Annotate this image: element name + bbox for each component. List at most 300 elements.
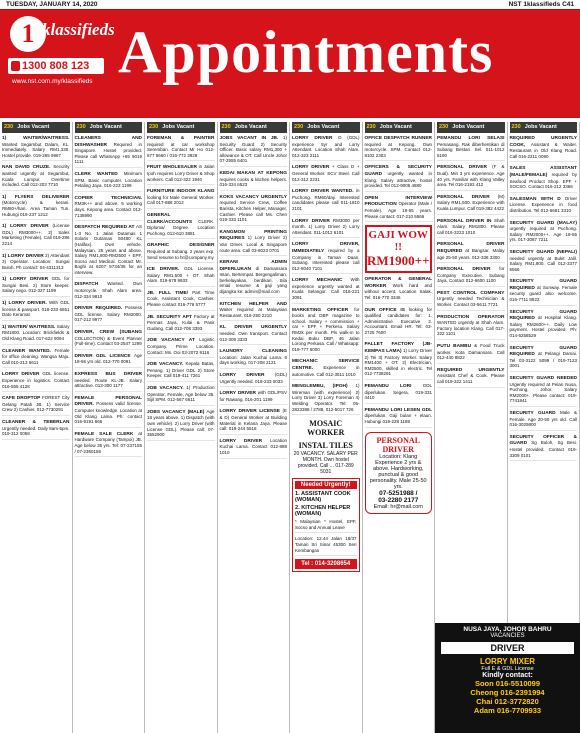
- category-header: [510, 122, 578, 133]
- ad-body: at Hospital Klang. Salary RM2600++. Daily Low payment. Hostel provided. Ph: 014-5258529: [509, 315, 577, 339]
- ad-body: in Jalan Ipoh requires Lorry Driver & Shop workers. Call 012-322 1940: [147, 164, 215, 182]
- ad-heading: LORRY DRIVER: [219, 391, 258, 397]
- ad-heading: PERSONAL DRIVER REQUIRED: [437, 242, 505, 254]
- ad-heading: LORRY DRIVER: [292, 165, 332, 171]
- ad-heading: PRODUCTION OPERATOR: [437, 314, 505, 320]
- category-header: [437, 122, 505, 133]
- ad-heading: GENERAL CLERK/ACCOUNTS: [147, 212, 199, 225]
- ad-heading: PERSONAL DRIVER: [437, 165, 493, 171]
- ad-body: needed urgently at Bukit Jalil. Salary RM1,800. Call 012-3377 5566: [509, 255, 577, 272]
- ad-heading: SALESMAN WITH D: [509, 196, 565, 202]
- ad-heading: CLERK WANTED: [74, 171, 124, 177]
- ad-body: Assistant & Waiter. Restaurant in Old Klang Road. Call 016-2211 0090: [509, 141, 577, 159]
- ad-body: Male & Female. Age 20-50 yrs old. Call 016-3029800: [509, 409, 577, 428]
- nusa-tel1: Soon 016-5510099: [474, 679, 541, 688]
- classified-ad: [220, 390, 288, 405]
- ad-body: with GDL/PSV for Rawang. 016-201 1199: [219, 390, 287, 402]
- category-label: Jobs Vacant: [17, 124, 50, 130]
- ad-heading: DISPATCH: [74, 282, 108, 288]
- classified-ad: [75, 431, 143, 457]
- category-code: 230: [4, 124, 14, 130]
- ad-body: Salary RM1800. Location: Brickfields & Old Klang Road. 017-622 9094: [2, 323, 70, 342]
- classified-ad: [220, 135, 288, 167]
- ad-heading: MENGLEMBU, (IPOH): [292, 384, 356, 390]
- classified-ad: [510, 249, 578, 275]
- needed-notes: * Malaysian * Hostel, EPF, Socso and Annual Leave: [295, 519, 357, 533]
- classified-ad: [2, 253, 70, 274]
- ad-body: (License GDL) RM3000++. 2) Sales Marketing (Female). Call 019-286 2214: [2, 223, 70, 246]
- classified-ad: [2, 276, 70, 297]
- classified-ad: [2, 135, 70, 161]
- classified-ad: [220, 324, 288, 345]
- gaji-wow-box: [365, 225, 433, 273]
- ad-heading: JOB VACANCY.: [147, 362, 186, 368]
- ad-heading: PALLET FACTORY (JB-KEMPAS LAMA): [364, 342, 432, 355]
- classified-ad: [365, 307, 433, 339]
- ad-body: CLERK. Diploma/ Degree. Location Puchong. 012-610 3881: [147, 218, 215, 236]
- personal-title: PERSONAL DRIVER: [376, 435, 421, 454]
- ad-heading: JOBS VACANT IN JB.: [219, 136, 283, 141]
- category-label: Jobs Vacant: [234, 124, 267, 130]
- ad-body: GDL diperlukan. Segera. 019-331 4410: [364, 383, 432, 401]
- classified-ad: [220, 259, 288, 298]
- category-label: Jobs Vacant: [89, 124, 122, 130]
- classified-ad: [437, 314, 505, 340]
- classified-ad: [220, 194, 288, 226]
- ad-body: RM3000 per month. 1) Lorry Driver 2) Lorry Attendant. 011-1012 6101: [292, 217, 360, 235]
- classified-ad: [510, 345, 578, 372]
- ad-heading: OFFICE DESPATCH RUNNER: [364, 136, 432, 141]
- nusa-line-4: LORRY MIXER: [479, 657, 536, 666]
- classified-ad: [75, 305, 143, 326]
- ad-heading: ICE DRIVER.: [147, 267, 184, 273]
- ad-heading: SECURITY GUARD NEEDED: [509, 376, 577, 381]
- needed-header: Needed Urgently!: [295, 481, 357, 489]
- classified-column: [363, 122, 436, 733]
- classified-ad: [437, 241, 505, 263]
- classified-ad: [147, 242, 215, 263]
- ad-body: Required at Subang. 2 years exp. Send resume to hr@company.my: [147, 248, 215, 260]
- ad-heading: LORRY DRIVER: [219, 373, 275, 378]
- ad-body: Urgently needed Technician & Worker. Contact 03-5611 7721: [437, 296, 505, 308]
- ad-heading: LAUNDRY CLEANING: [219, 349, 287, 355]
- ad-heading: COPIER TECHNICIAN.: [74, 195, 142, 201]
- ad-heading: FEMALE SALE CLERK: [74, 431, 139, 437]
- classified-ad: [220, 372, 288, 387]
- gaji-line-2: RM1900++: [367, 253, 430, 269]
- classified-ad: [292, 307, 360, 356]
- classified-ad: [220, 438, 288, 459]
- classified-ad: [292, 218, 360, 239]
- classified-ad: [75, 135, 143, 168]
- ad-heading: FEMALE PERSONAL DRIVER.: [74, 395, 142, 408]
- classified-ad: [220, 348, 288, 369]
- classified-ad: [75, 329, 143, 350]
- klassifieds-logo: [8, 16, 115, 85]
- needed-tel: Tel : 014-3208654: [295, 559, 357, 569]
- ad-body: Age 18 years above. 1) Dispatch (with own vehicle). 2) Lorry Driver (with License GDL). Please call: 07-3552900: [147, 408, 215, 438]
- ad-body: 1) Security Guard 2) Security Officer. Basic salary RM1,300 + allowance & OT. Call Uncle Johor 07-2555 6401: [219, 135, 287, 164]
- classified-ad: [365, 276, 433, 303]
- ad-heading: GRAPHIC DESIGNER: [147, 243, 215, 249]
- category-label: Jobs Vacant: [307, 124, 340, 130]
- ad-body: Location Kuchai Lama. Contact 012-888 1010: [219, 437, 287, 455]
- hotline: 1300 808 123: [8, 58, 104, 74]
- nusa-tel4: Adam 016-7709933: [473, 706, 542, 715]
- classified-ad: [147, 212, 215, 239]
- classified-ad: [75, 353, 143, 368]
- ad-body: 1) Lorry Driver 2) Tei 3) Factory Worker. Salary RM1400 + OT. 2) Electrician, RM2500, skilled in electric. Tel 012-7738291: [364, 348, 432, 377]
- ad-heading: KOKS VACANCY URGENTLY: [219, 194, 287, 200]
- classified-ad: [2, 164, 70, 190]
- ad-body: Waiter required at Malaysian Restaurant. 016-250 2210: [219, 307, 287, 318]
- ad-heading: PERSONAL DRIVER IN: [437, 218, 494, 224]
- ad-heading: LORRY DRIVER: [2, 372, 43, 378]
- nusa-tel2: Cheong 016-2391994: [470, 688, 545, 697]
- ad-body: (Motorcycle) & kerani. RM60+/hari. Area Taman Tun. Hubungi 019-237 1212: [2, 200, 70, 217]
- ad-body: GDL License. Salary RM1,500 + OT. Shah Alam. 019-678 9933: [147, 266, 215, 284]
- ad-heading: 1) WAITER/WAITRESS.: [2, 136, 70, 141]
- classified-ad: [437, 290, 505, 311]
- ad-heading: DRIVER, CREW (SUBANG: [74, 330, 142, 336]
- classified-ad: [365, 341, 433, 380]
- ad-body: Pemasang. Rak diberhentikan di Subang Bestari. Sel. 011-1012 6190: [437, 141, 505, 158]
- ad-body: in Puchong. RM60/day. Interested candidates please call 011-1810 2101: [292, 188, 360, 211]
- ad-heading: 1) LORRY DRIVER: [2, 224, 53, 230]
- classified-column: [0, 122, 73, 733]
- ad-body: Urgently required at Pelan Nusa, Puchong, Johor. Salary RM2000+. Please contact: 019-7741841: [509, 381, 577, 404]
- classified-ad: [147, 314, 215, 335]
- classified-ad: [147, 409, 215, 441]
- ad-heading: PEMANDU LORI LESEN GDL: [364, 407, 432, 413]
- classified-ad: [75, 395, 143, 428]
- classified-ad: [147, 361, 215, 382]
- ad-body: Wanted. Own motorcycle. Shah Alam area. 012-334 9810: [74, 281, 142, 299]
- classified-ad: [437, 218, 505, 239]
- ad-body: at Pelangi Damai. Tel 03-3122 5099 / 019-7123 3001: [509, 351, 577, 369]
- category-code: 230: [439, 124, 449, 130]
- ad-body: required at car workshop Seremban. Contact Mr Ho 012-677 5660 / 016-772 3928: [147, 141, 215, 158]
- classified-ad: [2, 395, 70, 416]
- classified-ad: [292, 135, 360, 161]
- classified-ad: [510, 410, 578, 431]
- ad-heading: FURNITURE INDOOR KLANG: [147, 189, 215, 195]
- ad-heading: 1) WAITER/ WAITRESS.: [2, 324, 57, 330]
- ad-body: needed. Route KL-JB. Salary attractive. 013-300 1177: [74, 377, 142, 389]
- classified-ad: [147, 266, 215, 287]
- personal-driver-box: [365, 432, 433, 514]
- needed-location: Location: 12.44 Jalan 18/37 Taman Sri Sinar 45300 Seri Kembangan: [295, 536, 357, 556]
- ad-heading: CAFE DROPTOP: [2, 396, 42, 402]
- ad-heading: PEST CONTROL COMPANY: [437, 290, 505, 296]
- ad-body: at Hardware Company (Tampoi) JB. Age below 35 yrs. Tel: 07-237155 / 07-2360155: [74, 430, 142, 454]
- ad-body: Security wanted urgently at Segambut, Kuala Lumpur. Overtime included. Call 012-203 7710: [2, 164, 70, 188]
- ad-body: urgently wanted in Klang. Salary attractive, hostel provided. Tel 012-9005 4880: [364, 170, 432, 189]
- ad-body: GDL for Sungai Besi. 2) Store keeper. Salary nego. 012-327 1199: [2, 276, 70, 294]
- ad-body: (F & Dual). Min 3 yrs experience. Age 40 yrs. Familiar with Klang Valley area. Tel 016-2193 412: [437, 164, 505, 188]
- nusa-line-3: DRIVER: [441, 642, 574, 654]
- classified-ad: [75, 371, 143, 392]
- ad-heading: SECURITY GUARD (NEPALI): [509, 249, 577, 255]
- ad-body: needed. Own transport. Contact 012-309 3333: [219, 331, 287, 342]
- issue-date: TUESDAY, JANUARY 14, 2020: [6, 1, 98, 8]
- ad-body: Shah Alam. Salary RM1800. Please call 016-3223 1010: [437, 217, 505, 235]
- personal-location: Location: Klang: [379, 453, 418, 460]
- ad-heading: CLEANERS AND DISHWASHER: [74, 136, 142, 148]
- category-code: 230: [366, 124, 376, 130]
- ad-heading: DRIVER REQUIRED.: [74, 306, 125, 312]
- ad-body: at Bangsar. Malay age 25-50 years. 012-338 3300: [437, 247, 505, 260]
- classified-ad: [510, 135, 578, 162]
- ad-heading: SECURITY GUARD REQUIRED: [509, 309, 577, 322]
- ad-heading: JB. FULL TIME/: [147, 290, 193, 296]
- classified-ad: [510, 220, 578, 246]
- ad-body: 2) Attendant 3) Operator. Location: Sungai Buloh. Ph contact: 04-4311313: [2, 252, 70, 270]
- ad-heading: MECHANIC SERVICE CENTRE.: [292, 359, 360, 371]
- ad-body: urgently required at Puchong. Salary RM2000++. Age 18-55 yrs. 017-3087 7211: [509, 226, 577, 243]
- website-url: www.nst.com.my/klassifieds: [12, 78, 93, 85]
- ad-body: Work hard and without accent. Location Salak. Tel: 016-770 3346: [364, 282, 433, 300]
- ad-body: Female for office cleaning. Wangsa Maju. Call 010-213 6611: [2, 347, 70, 365]
- ad-body: Experience in automotive. Call 012-3511 1010: [292, 365, 360, 377]
- mosaic-title-2: INSTAL TILES: [298, 441, 353, 451]
- ad-heading: FRUIT WHOLESALER: [147, 165, 199, 171]
- nusa-line-6: Kindly contact:: [482, 672, 533, 679]
- classified-ad: [292, 164, 360, 185]
- ad-heading: LORRY DRIVER: [219, 438, 270, 444]
- category-label: Jobs Vacant: [162, 124, 195, 130]
- classified-ad: [437, 194, 505, 215]
- ad-heading: CLEANER WANTED.: [2, 348, 55, 354]
- ad-heading: KITCHEN HELPER AND: [219, 301, 287, 307]
- ad-heading: PEMANDU LORI SELASI: [437, 136, 505, 141]
- classified-ad: [147, 337, 215, 358]
- ad-body: Possess GDL license. Salary RM2000. 017-212 9977: [74, 305, 142, 323]
- ad-body: Urgently needed. Daily 8am-5pm. 019-312 0058: [2, 425, 70, 437]
- ad-body: Operator (Male / Female). Age 18-55 years. Please contact: 017-210 5566: [364, 201, 432, 219]
- category-label: Jobs Vacant: [379, 124, 412, 130]
- ad-body: looking for Male General Worker. Call 017-888 2012: [147, 194, 215, 206]
- classified-ad: [510, 278, 578, 305]
- classified-ad: [2, 300, 70, 321]
- ad-body: (E & D) General Worker at Building Material in Kelana Jaya. Please call: 019-244 5518: [219, 408, 287, 432]
- classified-ad: [75, 224, 143, 278]
- category-code: 230: [294, 124, 304, 130]
- classified-ad: [292, 277, 360, 303]
- category-header: [147, 122, 215, 133]
- ad-body: 1) Wireman (with experience) 2) Lorry Driver 3) Lorry Foreman 4) Welding Operator. Tel: 05-2823388 / 2788, 012-5017 726: [292, 383, 360, 412]
- category-code: 230: [76, 124, 86, 130]
- ad-heading: SECURITY GUARD REQUIRED: [509, 345, 577, 358]
- ad-body: for books and DBP magazine to school. Salary + commission + car + EPF + Perkeso. Salary RM2k per month. Pls walk-in to Kedai Buku DBP, 46 Jalan Lorong Perkasa. Call / Whatsapp: 019-777 6000: [292, 306, 360, 352]
- classified-ad: [437, 164, 505, 190]
- ad-heading: 1) LORRY DRIVER: [2, 253, 46, 259]
- nusa-jaya-banner: [435, 623, 580, 733]
- ad-body: + Class D + General Worker. SCV Steel. Call 012-312 2231: [292, 164, 360, 182]
- ad-heading: PERSONAL DRIVER: [437, 267, 500, 273]
- ad-body: required by Seafood Product Shop. EPF + SOCSO. Contact 016-212 3366: [509, 171, 577, 190]
- ad-heading: JOBS VACANCY (MALE): [147, 409, 207, 415]
- classified-ad: [2, 194, 70, 220]
- ad-body: & Food Truck worker. Kota Damansara. Call 012-440 8822: [437, 343, 505, 361]
- ad-heading: DESPATCH REQUIRED AT: [74, 225, 136, 231]
- page-top-bar: [0, 0, 580, 10]
- ad-body: (M) Salary RM1,500. Experience with Kuala Lumpur. Call 019-382 4422: [437, 193, 505, 211]
- classified-ad: [75, 281, 143, 302]
- ad-body: WANTED urgently at Shah Alam. Factory location Klang. Call 017-322 1101: [437, 320, 505, 337]
- ad-body: 1) Lorry Driver 2) Van Driver. Local & Singapore route area. Call 03-8023 0701: [219, 235, 287, 253]
- ad-heading: LORRY DRIVER: [292, 136, 339, 141]
- ad-heading: LORRY DRIVER: [292, 218, 333, 224]
- logo-mark: 1: [10, 16, 46, 52]
- classified-ad: [2, 348, 70, 369]
- classified-ad: [292, 188, 360, 214]
- ad-body: diperlukan. Gaji bulan + elaun. Hubungi 019-228 1188: [364, 413, 432, 424]
- classified-ad: [75, 171, 143, 192]
- category-header: [365, 122, 433, 133]
- classified-ad: [220, 229, 288, 256]
- classified-ad: [2, 419, 70, 440]
- ad-body: requires cooks & kitchen helpers. 016-334 6523: [219, 176, 287, 188]
- classified-ad: [147, 385, 215, 406]
- ad-body: Location: Jalan Kuchai Lama. 6 days working. 017-208 2121: [219, 354, 287, 366]
- classified-ad: [437, 135, 505, 161]
- ad-heading: LORRY MECHANIC: [292, 278, 351, 284]
- ad-body: 1) Production Operator, Female, Age below 35. Sijil SPM. 012-567 6611: [147, 385, 215, 403]
- ad-body: required Service Crew, Coffee Barista, Kitchen Helper, Manager, Cashier. Please call Ms. Chen 019-333 1101: [219, 200, 287, 223]
- ad-heading: SECURITY GUARD (MALAY): [509, 220, 577, 226]
- ad-heading: DRIVER GDL LICENCE: [74, 353, 134, 359]
- ad-heading: 1) LORRY DRIVER.: [2, 301, 50, 307]
- classified-column: [218, 122, 291, 733]
- ad-heading: KERANI ADMIN DIPERLUKAN: [219, 260, 287, 272]
- ad-body: COLLECTION) & Event Planner (Full-time). Contact 03-2547 1299: [74, 335, 142, 347]
- page-number: NST 1klassifieds C41: [508, 1, 574, 8]
- classified-ad: [365, 135, 433, 161]
- category-header: [220, 122, 288, 133]
- ad-heading: FOREMAN & PAINTER: [147, 136, 215, 141]
- classified-ad: [220, 170, 288, 191]
- classified-ad: [292, 241, 360, 274]
- classified-ad: [75, 195, 143, 221]
- classified-ad: [147, 188, 215, 209]
- classified-ad: [365, 383, 433, 404]
- ad-body: required at Kepong. Own motorcycle. SPM. Contact 012-8102 2303: [364, 141, 432, 158]
- ad-heading: CLEANER & TEBERLAN: [2, 419, 70, 425]
- category-code: 230: [511, 124, 521, 130]
- ad-heading: PERSONAL DRIVER: [437, 194, 498, 200]
- classified-ad: [147, 135, 215, 161]
- classified-ad: [365, 407, 433, 428]
- needed-item: 1. ASSISTANT COOK (WOMAN): [295, 491, 351, 504]
- classified-ad: [510, 309, 578, 342]
- ad-body: Part Time Cook, Assistant Cook, Cashier. Please contact 016-776 5777: [147, 289, 215, 308]
- ad-body: With GDL license & passport. 018-233 6651 Dato Keramat: [2, 300, 70, 318]
- classified-ad: [220, 301, 288, 322]
- ad-heading: LORRY DRIVER LICENSE: [219, 409, 283, 415]
- classified-ad: [147, 290, 215, 311]
- ad-heading: REQUIRED URGENTLY COOK,: [509, 136, 577, 148]
- ad-body: Possess valid license. Computer knowledge. Location at Old Klang Lama. Ph: contact 016-9191 666: [74, 401, 142, 425]
- needed-item: 2. KITCHEN HELPER (WOMAN): [295, 505, 351, 518]
- ad-heading: JB. SECURITY APT: [147, 314, 194, 320]
- ad-heading: SALES ASSISTANT (MALE/FEMALE): [509, 166, 577, 178]
- ad-heading: OPEN INTERVIEW PRODUCTION: [364, 195, 432, 208]
- ad-heading: MARKETING OFFICER: [292, 307, 355, 313]
- classified-ad: [510, 165, 578, 192]
- category-header: [292, 122, 360, 133]
- personal-tel-2: 03-2280 2177: [378, 496, 419, 504]
- ad-body: at Sunway. Female security guard also welcome. 016-7711 8822: [509, 284, 578, 303]
- nusa-line-2: VACANCIES: [490, 633, 525, 639]
- ad-heading: KANGMON PRINTING REQUIRES: [219, 229, 287, 242]
- ad-heading: LORRY DRIVER WANTED.: [292, 189, 356, 195]
- category-code: 230: [149, 124, 159, 130]
- ad-body: for Company Executive. Subang Jaya. Contact 012-6600 1100: [437, 266, 505, 284]
- ad-heading: SECURITY GUARD: [509, 410, 560, 416]
- personal-email: Email: hr@mail.com: [373, 503, 423, 510]
- classified-ad: [365, 164, 433, 191]
- classified-ad: [292, 358, 360, 380]
- classified-ad: [2, 371, 70, 392]
- classified-ad: [510, 434, 578, 461]
- classifieds-grid: [0, 122, 580, 733]
- ad-heading: EXPRESS BUS DRIVER: [74, 372, 142, 377]
- ad-body: RM3K++ and above. 5 working days. Kepong area. Contact 012-7138990: [74, 201, 142, 218]
- classified-column: [73, 122, 146, 733]
- ad-body: Required in Singapore. Hostel provided. Please call WhatsApp +65 9019 1111: [74, 141, 142, 165]
- classified-ad: [2, 223, 70, 249]
- ad-heading: OPERATOR & GENERAL WORKER: [364, 277, 432, 289]
- ad-body: di Damansara Intan, Bertempat. Bergengaliman, berkelayakan, berdikari. Sila email resume & gaji yang dijangka ke: admin@mail.com: [219, 265, 288, 295]
- ad-heading: PEMANDU LORI: [364, 384, 423, 390]
- ad-body: looking for qualified candidates for: 1. Administrative Executive 2. Accountant. Email HR. Tel: 03-2725 7600: [364, 306, 433, 335]
- section-title: Appointments: [118, 19, 494, 85]
- classified-ad: [147, 164, 215, 185]
- nusa-line-1: NUSA JAYA, JOHOR BAHRU: [463, 626, 552, 633]
- ad-body: D (GDL) experience 5yr and Lorry Attendant. Location Shah Alam. 012-323 2111: [292, 135, 360, 158]
- masthead: [0, 10, 580, 118]
- ad-heading: PUTU BAMBU: [437, 344, 475, 350]
- ad-heading: NAN DAVID CRUZE.: [2, 165, 54, 171]
- classified-ad: [220, 408, 288, 434]
- mosaic-body: 20 VACANCY. SALARY PER MONTH. Own hostel provided. Call ... 017-289 5031: [293, 451, 358, 476]
- ad-heading: KL DRIVER URGENTLY: [219, 325, 287, 331]
- classified-ad: [437, 266, 505, 287]
- ad-heading: JOB VACANCY AT: [147, 338, 200, 344]
- classified-ad: [292, 383, 360, 415]
- classified-ad: [510, 375, 578, 407]
- ad-body: Minimum SPM. Basic computer. Location Petaling Jaya. 016-223 1199: [74, 170, 142, 189]
- ad-body: Driver License. Experience in food distribution. Tel 012-6681 3310: [509, 195, 577, 213]
- ad-heading: KEDAI MAKAN AT KEPONG: [219, 170, 287, 176]
- ad-heading: SECURITY GUARD REQUIRED: [509, 279, 577, 291]
- category-header: [2, 122, 70, 133]
- ad-heading: LORRY DRIVER, IMMEDIATELY: [292, 242, 360, 254]
- ad-heading: SECURITY OFFICER & GUARD: [509, 434, 577, 447]
- category-label: Jobs Vacant: [524, 124, 557, 130]
- ad-body: With experience urgently wanted at Kuala Selangor. Call 016-221 3091: [292, 277, 360, 301]
- ad-body: Age 18-56 yrs old. 012-770 0091: [74, 352, 142, 365]
- ad-heading: 1) LORRY DRIVER: [2, 277, 52, 283]
- ad-heading: JOB VACANCY.: [147, 386, 187, 391]
- nusa-tel3: Chai 012-3772820: [476, 697, 539, 706]
- gaji-line-1: GAJI WOW !!: [368, 229, 428, 254]
- ad-body: GDL license. Experience in logistics. Contact 016-555 4128: [2, 371, 70, 389]
- ad-body: Assistant Chef & Cook. Please call 019-322 1411: [437, 373, 505, 384]
- category-header: [75, 122, 143, 133]
- category-code: 230: [221, 124, 231, 130]
